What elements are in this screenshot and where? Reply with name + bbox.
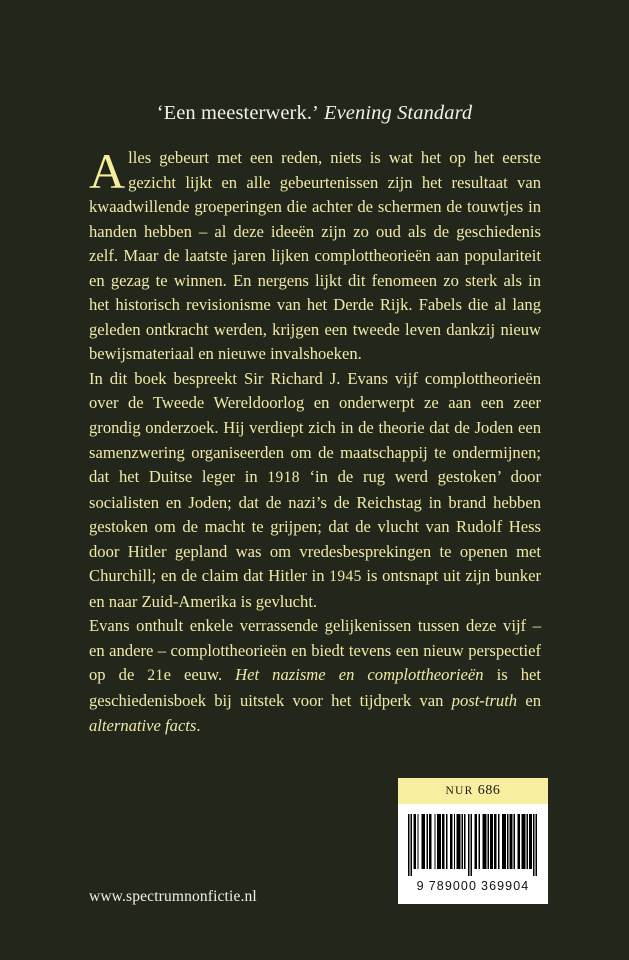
blurb-paragraph-1 bbox=[89, 143, 541, 367]
blurb-paragraph-3-part-a: Evans onthult enkele verrassende gelijkenissen tussen deze vijf – en andere – complottheorieën en biedt tevens een nieuw perspectief op de bbox=[89, 616, 541, 685]
publisher-website[interactable]: www.spectrumnonfictie.nl bbox=[89, 888, 257, 905]
blurb-text bbox=[89, 143, 541, 738]
book-title-mention: Het nazisme en complottheorieën bbox=[235, 665, 484, 685]
pull-quote-text: ‘Een meesterwerk.’ bbox=[156, 102, 319, 124]
isbn-lead-digit: 9 bbox=[416, 879, 425, 893]
year-1945: 1945 bbox=[329, 568, 362, 586]
isbn-group-2: 369904 bbox=[481, 879, 530, 893]
blurb-paragraph-2-part-c: is ontsnapt uit zijn bunker en naar Zuid-Amerika is gevlucht. bbox=[89, 566, 541, 611]
blurb-paragraph-2 bbox=[89, 367, 541, 614]
blurb-paragraph-3-part-b: e eeuw. bbox=[163, 665, 236, 685]
nur-code-text bbox=[445, 783, 500, 799]
term-alternative-facts: alternative facts bbox=[89, 715, 197, 735]
isbn-group-1: 789000 bbox=[428, 879, 478, 893]
pull-quote-source: Evening Standard bbox=[323, 102, 473, 124]
blurb-paragraph-1-body: lles gebeurt met een reden, niets is wat het op het eerste gezicht lijkt en alle gebeurtenissen zijn het resultaat van kwaadwillende groeperingen die achter de schermen de touwtjes in handen hebben – al deze ideeën zijn zo oud als de geschiedenis zelf. Maar de laatste jaren lijken complottheorieën aan populariteit en gezag te winnen. En nergens lijkt dit fenomeen zo sterk als in het historisch revisionisme van het Derde Rijk. Fabels die al lang geleden ontkracht werden, krijgen een tweede leven dankzij nieuw bewijsmateriaal en nieuwe invalshoeken. bbox=[89, 148, 541, 364]
century-number: 21 bbox=[147, 667, 164, 685]
isbn-digits bbox=[398, 879, 548, 893]
drop-cap: A bbox=[89, 143, 126, 199]
barcode-block bbox=[398, 778, 548, 904]
year-1918: 1918 bbox=[267, 469, 300, 487]
barcode-area bbox=[398, 804, 548, 904]
term-post-truth: post-truth bbox=[451, 691, 518, 711]
blurb-paragraph-3-part-e: . bbox=[196, 715, 201, 735]
nur-label: NUR bbox=[445, 785, 474, 797]
blurb-paragraph-3-part-d: en bbox=[517, 691, 541, 711]
blurb-paragraph-3 bbox=[89, 614, 541, 738]
ean13-barcode-icon bbox=[407, 814, 539, 876]
nur-number: 686 bbox=[477, 783, 501, 798]
nur-band bbox=[398, 778, 548, 804]
blurb-paragraph-3-part-c: is het geschiedenisboek bij uitstek voor het tijdperk van bbox=[89, 665, 541, 711]
blurb-paragraph-2-part-b: ‘in de rug werd gestoken’ door socialisten en Joden; dat de nazi’s de Reichstag in brand hebben gestoken om de macht te grijpen; dat de vlucht van Rudolf Hess door Hitler gepland was om vredesbesprekingen te openen met Churchill; en de claim dat Hitler in bbox=[89, 467, 541, 586]
pull-quote bbox=[89, 100, 540, 126]
blurb-paragraph-2-part-a: In dit boek bespreekt Sir Richard J. Evans vijf complottheorieën over de Tweede Wereldoorlog en onderwerpt ze aan een zeer grondig onderzoek. Hij verdiept zich in de theorie dat de Joden een samenzwering organiseerden om de maatschappij te ondermijnen; dat het Duitse leger in bbox=[89, 368, 541, 487]
